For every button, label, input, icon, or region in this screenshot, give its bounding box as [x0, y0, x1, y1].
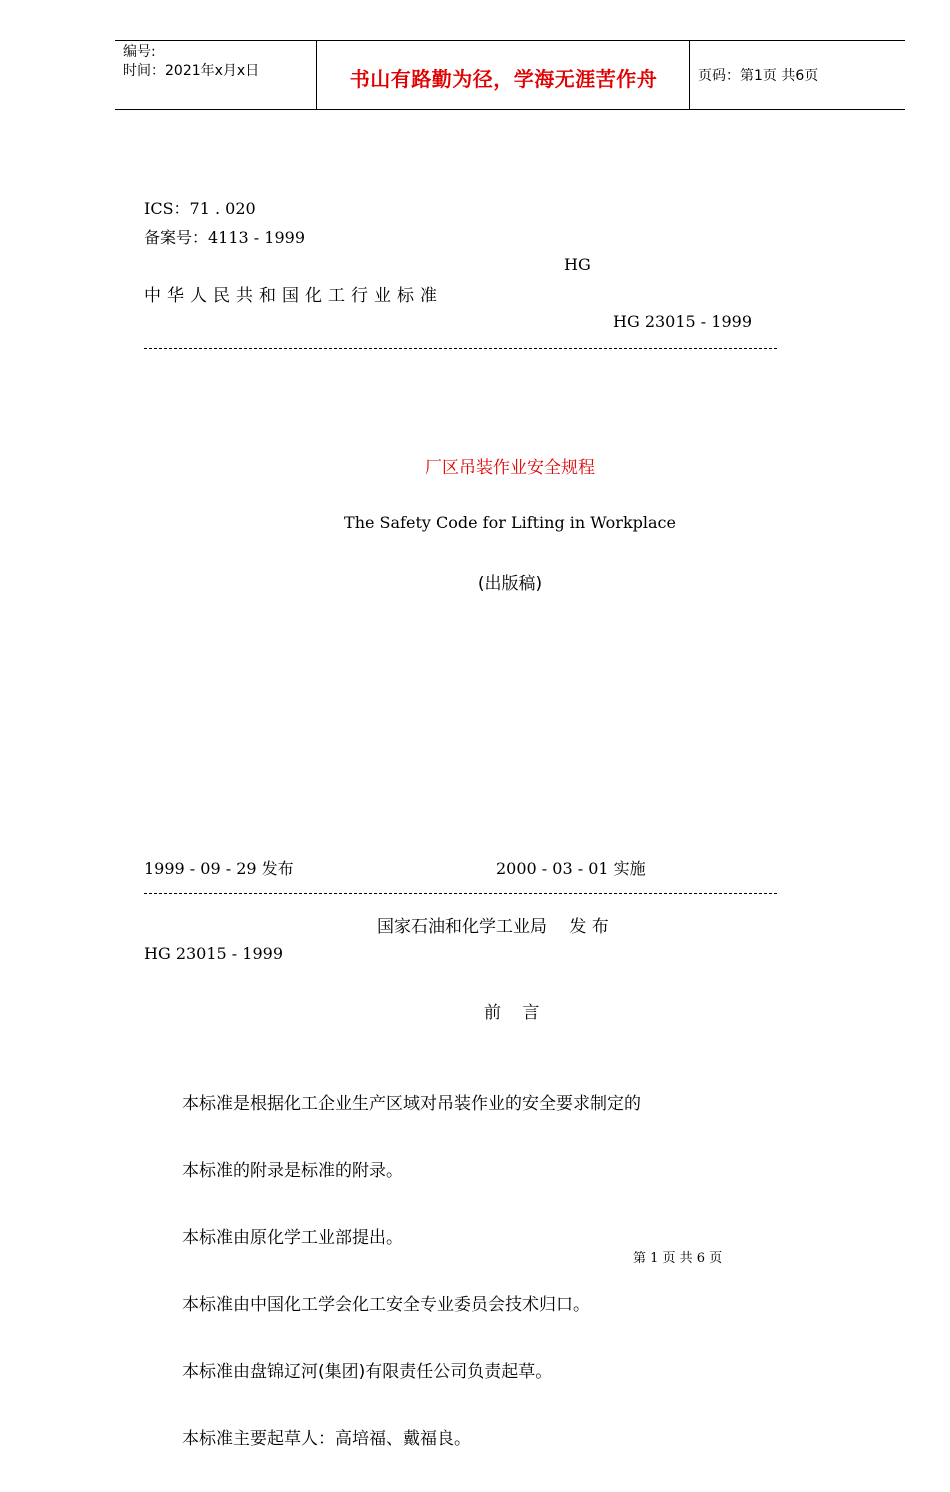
- header-meta: [123, 43, 259, 81]
- header-divider-2: [689, 41, 690, 109]
- code-repeat: HG 23015 - 1999: [144, 944, 284, 963]
- header-motto: 书山有路勤为径，学海无涯苦作舟: [349, 67, 658, 91]
- divider-top: [144, 348, 777, 349]
- publish-date: 1999 - 09 - 29 发布: [144, 859, 294, 878]
- time-label: 时间：2021年x月x日: [123, 63, 260, 79]
- foreword-body: [182, 1052, 641, 1492]
- hg-mark: HG: [564, 255, 591, 274]
- ics-code: ICS：71 . 020: [144, 199, 256, 218]
- number-label: 编号:: [123, 44, 156, 60]
- foreword-heading: 前 言: [484, 1003, 548, 1023]
- foreword-line: 本标准由中国化工学会化工安全专业委员会技术归口。: [182, 1295, 590, 1315]
- foreword-line: 本标准主要起草人：高培福、戴福良。: [182, 1429, 471, 1449]
- divider-bottom: [144, 893, 777, 894]
- foreword-line: 本标准由盘锦辽河(集团)有限责任公司负责起草。: [182, 1362, 553, 1382]
- record-number: 备案号：4113 - 1999: [144, 228, 306, 247]
- page-footer: 第 1 页 共 6 页: [633, 1251, 723, 1266]
- foreword-line: 本标准的附录是标准的附录。: [182, 1161, 403, 1181]
- document-title: 厂区吊装作业安全规程: [425, 458, 595, 478]
- foreword-line: 本标准由原化学工业部提出。: [182, 1228, 403, 1248]
- edition-label: (出版稿): [477, 574, 543, 594]
- header-page-info: 页码：第1页 共6页: [698, 68, 819, 84]
- header-table: [115, 40, 905, 110]
- standard-title: 中华人民共和国化工行业标准: [144, 286, 443, 306]
- foreword-line: 本标准是根据化工企业生产区域对吊装作业的安全要求制定的: [182, 1094, 641, 1114]
- document-title-en: The Safety Code for Lifting in Workplace: [344, 513, 676, 532]
- implement-date: 2000 - 03 - 01 实施: [496, 859, 646, 878]
- issuer: 国家石油和化学工业局 发 布: [377, 917, 609, 937]
- standard-code: HG 23015 - 1999: [613, 312, 753, 331]
